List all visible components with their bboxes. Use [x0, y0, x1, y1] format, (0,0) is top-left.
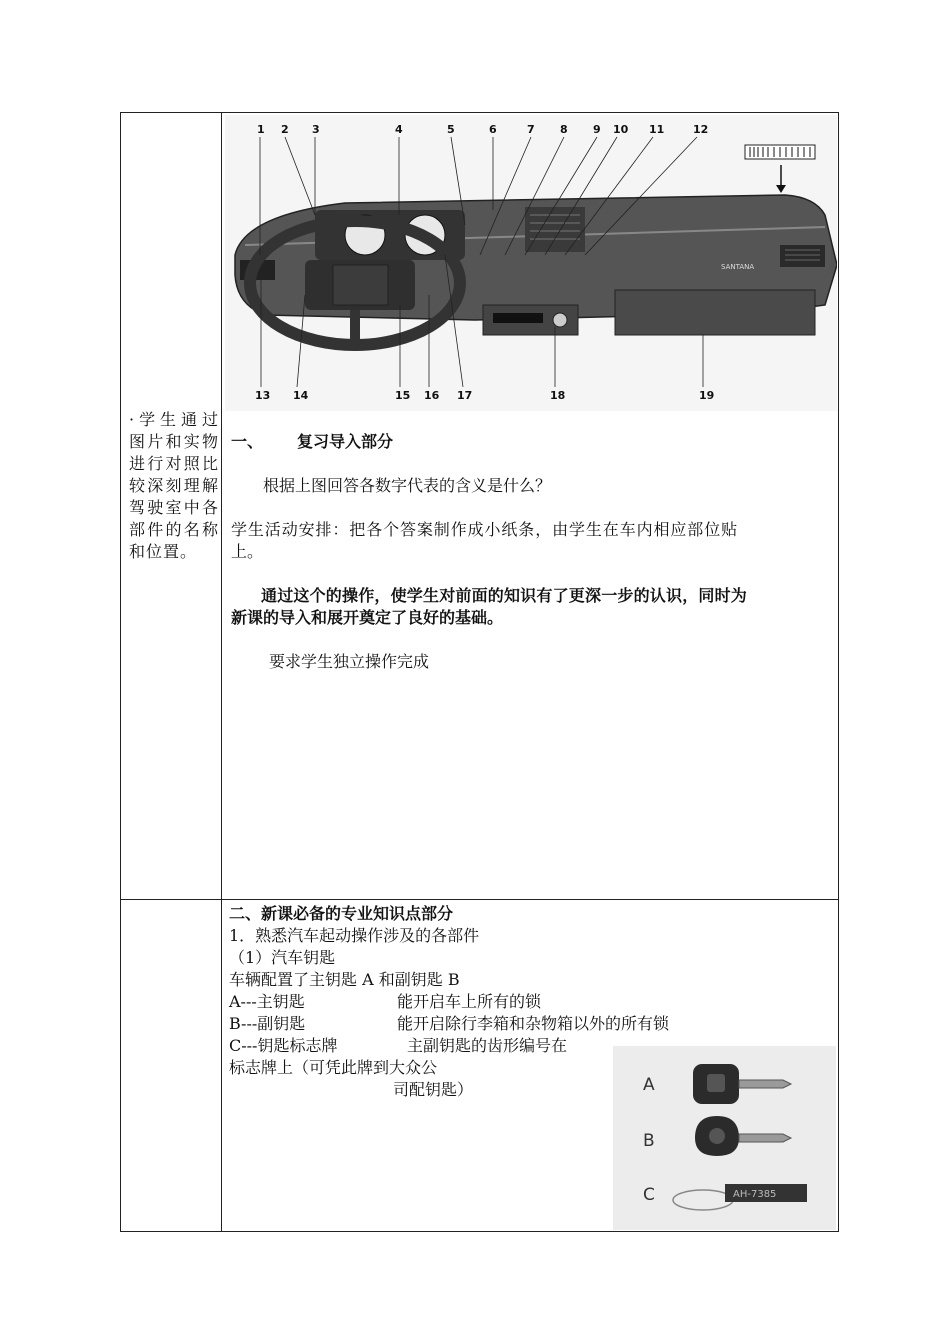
- knowledge-item-1-1: （1）汽车钥匙: [229, 948, 336, 967]
- knowledge-item-1: 1．熟悉汽车起动操作涉及的各部件: [229, 926, 480, 945]
- key-b-label: B---副钥匙: [229, 1014, 306, 1033]
- review-question: 根据上图回答各数字代表的含义是什么？: [263, 476, 552, 495]
- badge-text: SANTANA: [721, 263, 755, 271]
- keys-figure: [613, 1046, 836, 1230]
- callout-1: 1: [257, 123, 265, 136]
- callout-9: 9: [593, 123, 601, 136]
- activity-line-2: 上。: [231, 542, 264, 561]
- tag-number: AH-7385: [733, 1189, 777, 1200]
- note-line-2: 新课的导入和展开奠定了良好的基础。: [231, 608, 504, 627]
- callout-19: 19: [699, 389, 715, 402]
- callout-13: 13: [255, 389, 271, 402]
- callout-7: 7: [527, 123, 535, 136]
- note-line-1: 通过这个的操作，使学生对前面的知识有了更深一步的认识，同时为: [261, 586, 748, 605]
- callout-3: 3: [312, 123, 320, 136]
- review-heading: 复习导入部分: [297, 432, 394, 451]
- callout-4: 4: [395, 123, 403, 136]
- requirement-text: 要求学生独立操作完成: [269, 652, 430, 671]
- key-a-label: A---主钥匙: [229, 992, 305, 1011]
- key-figure-label-c: C: [643, 1185, 655, 1205]
- row-divider: [121, 899, 838, 900]
- left-column-note: ·学生通过图片和实物进行对照比较深刻理解驾驶室中各部件的名称和位置。: [129, 410, 219, 561]
- callout-15: 15: [395, 389, 411, 402]
- dashboard-figure: [225, 115, 837, 411]
- callout-11: 11: [649, 123, 665, 136]
- callout-14: 14: [293, 389, 309, 402]
- key-a-desc: 能开启车上所有的锁: [397, 992, 542, 1011]
- key-c-desc-3: 司配钥匙）: [393, 1080, 474, 1099]
- key-figure-label-b: B: [643, 1131, 655, 1151]
- activity-line-1: 学生活动安排：把各个答案制作成小纸条，由学生在车内相应部位贴: [231, 520, 739, 539]
- key-intro: 车辆配置了主钥匙 A 和副钥匙 B: [229, 970, 460, 989]
- key-b-desc: 能开启除行李箱和杂物箱以外的所有锁: [397, 1014, 670, 1033]
- callout-16: 16: [424, 389, 440, 402]
- key-c-desc-1: 主副钥匙的齿形编号在: [407, 1036, 568, 1055]
- key-c-desc-2: 标志牌上（可凭此牌到大众公: [229, 1058, 438, 1077]
- lesson-table: [120, 112, 839, 1232]
- knowledge-heading: 二、新课必备的专业知识点部分: [229, 904, 454, 923]
- callout-8: 8: [560, 123, 568, 136]
- dashboard-drawing: [225, 115, 837, 411]
- callout-2: 2: [281, 123, 289, 136]
- key-figure-label-a: A: [643, 1075, 655, 1095]
- callout-6: 6: [489, 123, 497, 136]
- review-heading-number: 一、: [231, 432, 264, 451]
- callout-12: 12: [693, 123, 709, 136]
- callout-17: 17: [457, 389, 473, 402]
- column-divider: [221, 113, 222, 1231]
- key-c-label: C---钥匙标志牌: [229, 1036, 338, 1055]
- callout-10: 10: [613, 123, 629, 136]
- callout-5: 5: [447, 123, 455, 136]
- keys-drawing: [613, 1046, 836, 1230]
- callout-18: 18: [550, 389, 566, 402]
